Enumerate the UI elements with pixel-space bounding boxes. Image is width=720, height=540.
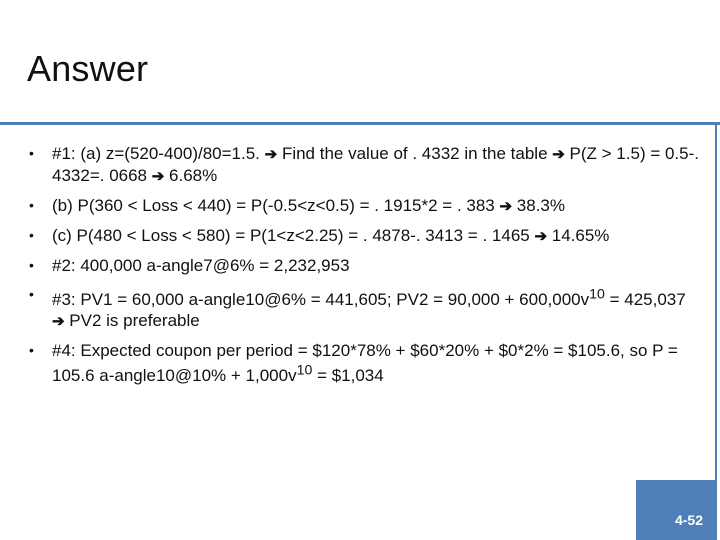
- right-edge-rule: [715, 122, 717, 540]
- bullet-marker: •: [29, 257, 34, 273]
- bullet-marker: •: [29, 286, 34, 302]
- superscript: 10: [589, 286, 605, 302]
- bullet-text: #1: (a) z=(520-400)/80=1.5. ➔ Find the value of . 4332 in the table ➔ P(Z > 1.5) = 0.5-. 4332=. 0668 ➔ 6.68%: [52, 144, 699, 185]
- bullet-item-4: [28, 255, 700, 276]
- bullet-marker: •: [29, 341, 34, 358]
- bullet-text: (c) P(480 < Loss < 580) = P(1<z<2.25) = . 4878-. 3413 = . 1465 ➔ 14.65%: [52, 226, 610, 245]
- page-number-box: [636, 480, 715, 540]
- title-area: [0, 0, 720, 122]
- bullet-item-1: [28, 143, 700, 187]
- slide-title: Answer: [27, 48, 149, 89]
- right-arrow-icon: ➔: [552, 146, 565, 163]
- bullet-marker: •: [29, 145, 34, 161]
- title-divider: [0, 122, 720, 125]
- bullet-item-3: [28, 225, 700, 247]
- superscript: 10: [296, 362, 313, 379]
- right-arrow-icon: ➔: [151, 168, 165, 185]
- bullet-text: #2: 400,000 a-angle7@6% = 2,232,953: [52, 256, 350, 275]
- bullet-text: (b) P(360 < Loss < 440) = P(-0.5<z<0.5) = . 1915*2 = . 383 ➔ 38.3%: [52, 196, 565, 215]
- bullet-marker: •: [29, 197, 34, 213]
- bullet-item-6: [28, 340, 700, 387]
- bullet-list: [28, 143, 700, 394]
- bullet-text: #4: Expected coupon per period = $120*78% + $60*20% + $0*2% = $105.6, so P = 105.6 a-angle10@10% + $1,000v^{10}$ = $1,034: [52, 340, 678, 386]
- bullet-text: #3: PV1 = 60,000 a-angle10@6% = 441,605; $PV2 = 90,000 + 600,000v^{10} = 425,037$ ➔ PV2 is preferable: [52, 286, 686, 330]
- right-arrow-icon: ➔: [52, 312, 65, 330]
- page-number: 4-52: [674, 512, 703, 528]
- bullet-marker: •: [29, 227, 34, 243]
- bullet-item-2: [28, 195, 700, 217]
- bullet-item-5: [28, 284, 700, 332]
- right-arrow-icon: ➔: [499, 198, 513, 215]
- right-arrow-icon: ➔: [534, 228, 548, 245]
- right-arrow-icon: ➔: [264, 146, 278, 163]
